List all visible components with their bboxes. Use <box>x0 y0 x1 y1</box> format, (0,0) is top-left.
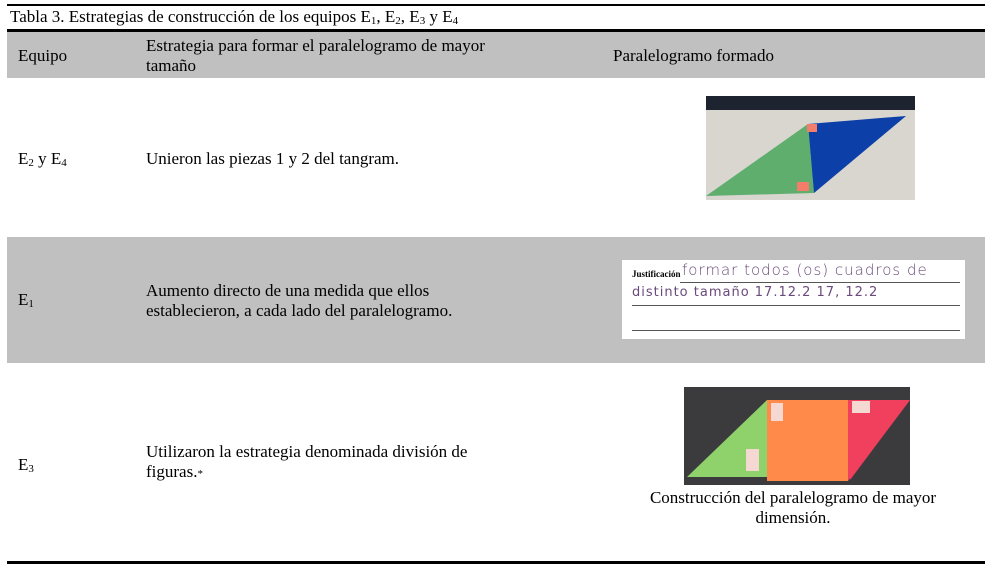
footnote-mark: * <box>197 468 203 480</box>
bottom-rule <box>7 561 985 564</box>
rule-line <box>632 305 960 306</box>
rule-line <box>632 330 960 331</box>
subscript: 1 <box>28 298 34 310</box>
subscript: 4 <box>452 15 459 27</box>
row1-team <box>18 149 67 169</box>
team-label: E <box>18 290 29 309</box>
team-label: E <box>18 455 29 474</box>
strategy-line <box>146 462 467 484</box>
parallelogram-image <box>706 96 915 200</box>
header-strategy-line: Estrategia para formar el paralelogramo de mayor <box>146 36 485 55</box>
row2-team <box>18 290 34 310</box>
header-result: Paralelogramo formado <box>613 46 774 65</box>
strategy-line: Aumento directo de una medida que ellos <box>146 281 430 300</box>
caption-line: Construcción del paralelogramo de mayor <box>649 488 937 507</box>
caption-text: y E <box>425 7 453 26</box>
rule-line <box>680 282 960 283</box>
caption-text: , E <box>400 7 420 26</box>
header-strategy-line: tamaño <box>146 56 197 75</box>
caption-line: dimensión. <box>755 508 831 527</box>
row2-strategy <box>146 281 452 321</box>
parallelogram-image <box>684 387 910 485</box>
team-label: y E <box>33 149 62 168</box>
strategy-line: Utilizaron la estrategia denominada división de <box>146 442 468 461</box>
caption-text: , E <box>376 7 396 26</box>
subscript: 2 <box>28 157 34 169</box>
strategy-text: figuras. <box>146 462 198 481</box>
subscript: 1 <box>370 15 377 27</box>
subscript: 3 <box>28 463 34 475</box>
subscript: 2 <box>395 15 401 27</box>
subscript: 3 <box>419 15 426 27</box>
caption-text: Tabla 3. Estrategias de construcción de los equipos E <box>10 7 371 26</box>
subscript: 4 <box>61 157 67 169</box>
header-strategy <box>146 36 485 76</box>
header-team: Equipo <box>18 46 68 65</box>
strategy-line: establecieron, a cada lado del paralelogramo. <box>146 301 453 320</box>
row1-strategy: Unieron las piezas 1 y 2 del tangram. <box>146 149 400 168</box>
justification-label: Justificación <box>632 269 681 279</box>
handwriting-line-2: distinto tamaño 17.12.2 17, 12.2 <box>632 285 879 300</box>
row2-justification-image <box>622 260 965 339</box>
row3-strategy <box>146 442 467 484</box>
team-label: E <box>18 149 29 168</box>
row1-tangram-photo <box>706 96 915 200</box>
top-rule <box>7 4 985 6</box>
row3-team <box>18 455 34 475</box>
row3-tangram-photo <box>684 387 910 485</box>
handwriting-line-1: formar todos (os) cuadros de <box>682 261 928 279</box>
table-caption <box>10 7 458 27</box>
row3-photo-caption <box>612 488 974 528</box>
